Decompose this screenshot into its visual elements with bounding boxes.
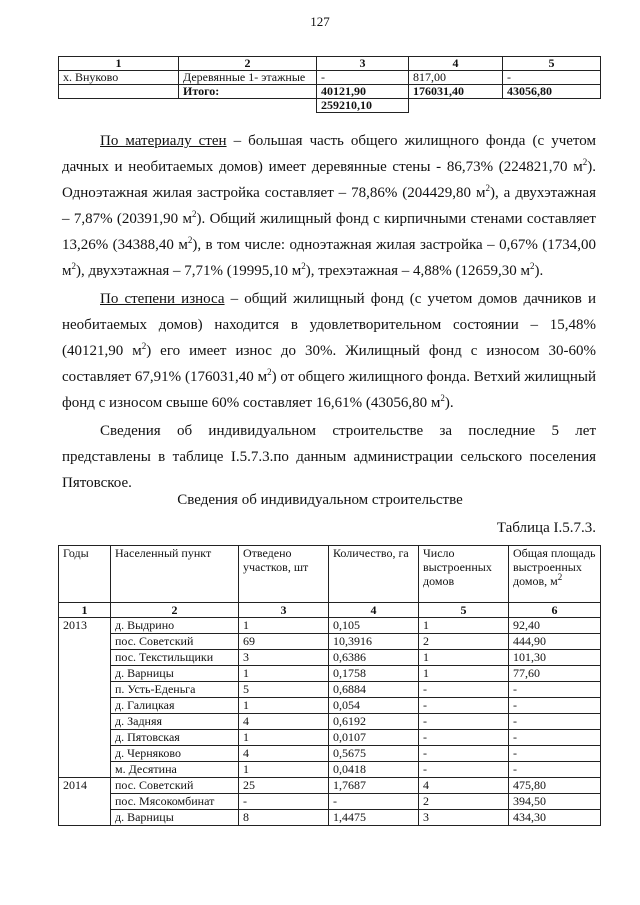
table-cell: д. Галицкая bbox=[111, 698, 239, 714]
table-row bbox=[59, 666, 601, 682]
table-cell: д. Черняково bbox=[111, 746, 239, 762]
table-cell: 817,00 bbox=[409, 71, 503, 85]
header-cell: 2 bbox=[179, 57, 317, 71]
table-cell: - bbox=[239, 794, 329, 810]
table-cell: 4 bbox=[239, 746, 329, 762]
table-cell: 3 bbox=[239, 650, 329, 666]
column-number: 6 bbox=[509, 603, 601, 618]
column-number: 1 bbox=[59, 603, 111, 618]
year-cell: 2014 bbox=[59, 778, 111, 826]
table-cell: 1,4475 bbox=[329, 810, 419, 826]
table-cell: 69 bbox=[239, 634, 329, 650]
table-cell: 394,50 bbox=[509, 794, 601, 810]
table-cell: - bbox=[419, 714, 509, 730]
table-row bbox=[59, 71, 601, 85]
table-cell: - bbox=[419, 730, 509, 746]
header-cell: Число выстроенных домов bbox=[419, 546, 509, 603]
individual-construction-table bbox=[58, 545, 601, 826]
table-title: Сведения об индивидуальном строительстве bbox=[177, 492, 463, 508]
table-row bbox=[59, 730, 601, 746]
table-cell: - bbox=[509, 698, 601, 714]
table-cell: 10,3916 bbox=[329, 634, 419, 650]
table-cell: 2 bbox=[419, 794, 509, 810]
table-cell: - bbox=[329, 794, 419, 810]
table-cell: 1 bbox=[239, 730, 329, 746]
table-cell: 8 bbox=[239, 810, 329, 826]
column-number: 5 bbox=[419, 603, 509, 618]
table-row bbox=[59, 682, 601, 698]
table-row bbox=[59, 794, 601, 810]
table-cell: д. Задняя bbox=[111, 714, 239, 730]
table-cell: 2 bbox=[419, 634, 509, 650]
table-cell: - bbox=[419, 746, 509, 762]
total-value: 43056,80 bbox=[503, 85, 601, 99]
table-header-row bbox=[59, 57, 601, 71]
table-number: Таблица I.5.7.3. bbox=[496, 520, 596, 536]
table-cell: 0,0107 bbox=[329, 730, 419, 746]
table-cell: 0,6884 bbox=[329, 682, 419, 698]
table-cell: - bbox=[509, 714, 601, 730]
header-cell: Отведено участков, шт bbox=[239, 546, 329, 603]
wall-material-paragraph: По материалу стен – большая часть общего жилищного фонда (с учетом дачных и необитаемых домов) имеет деревянные стены - 86,73% (224821,70 $м^2$). Одноэтажная жилая застройка составляет – 78,86% (204429,80 $м^2$), а двухэтажная – 7,87% (20391,90 $м^2$). Общий жилищный фонд с кирпичными стенами составляет 13,26% (34388,40 $м^2$), в том числе: одноэтажная жилая застройка – 0,67% (1734,00 $м^2$), двухэтажная – 7,71% (19995,10 $м^2$), трехэтажная – 4,88% (12659,30 $м^2$). bbox=[62, 133, 596, 279]
table-cell: - bbox=[317, 71, 409, 85]
table-cell: 0,5675 bbox=[329, 746, 419, 762]
table-cell: 0,6192 bbox=[329, 714, 419, 730]
table-cell: 0,0418 bbox=[329, 762, 419, 778]
table-cell: 1 bbox=[239, 698, 329, 714]
total-value: 176031,40 bbox=[409, 85, 503, 99]
table-cell: п. Усть-Еденьга bbox=[111, 682, 239, 698]
table-cell: 92,40 bbox=[509, 618, 601, 634]
header-cell: Количество, га bbox=[329, 546, 419, 603]
page-number: 127 bbox=[310, 14, 330, 29]
column-number: 4 bbox=[329, 603, 419, 618]
table-cell: пос. Мясокомбинат bbox=[111, 794, 239, 810]
table-cell: - bbox=[419, 682, 509, 698]
table-row bbox=[59, 650, 601, 666]
table-row bbox=[59, 698, 601, 714]
header-cell: Общая площадь выстроенных домов, $м^2$ bbox=[509, 546, 601, 603]
table-cell: - bbox=[419, 698, 509, 714]
table-cell: 1 bbox=[239, 618, 329, 634]
table-cell: 4 bbox=[239, 714, 329, 730]
table-cell: 1 bbox=[419, 618, 509, 634]
table-cell: 3 bbox=[419, 810, 509, 826]
wear-degree-heading: По степени износа bbox=[100, 291, 225, 307]
header-cell: 1 bbox=[59, 57, 179, 71]
table-cell: х. Внуково bbox=[59, 71, 179, 85]
table-row bbox=[59, 810, 601, 826]
table-cell bbox=[59, 85, 179, 99]
table-body bbox=[59, 618, 601, 826]
table-cell: - bbox=[503, 71, 601, 85]
table-cell bbox=[59, 99, 179, 113]
table-row bbox=[59, 634, 601, 650]
table-cell: - bbox=[509, 762, 601, 778]
table-cell: д. Выдрино bbox=[111, 618, 239, 634]
header-cell: Населенный пункт bbox=[111, 546, 239, 603]
table-cell: - bbox=[509, 746, 601, 762]
table-cell: д. Варницы bbox=[111, 810, 239, 826]
housing-summary-table bbox=[58, 56, 601, 113]
table-row bbox=[59, 762, 601, 778]
table-row bbox=[59, 714, 601, 730]
grand-total-value: 259210,10 bbox=[317, 99, 409, 113]
table-cell: Деревянные 1- этажные bbox=[179, 71, 317, 85]
grand-total-row bbox=[59, 99, 601, 113]
table-cell: 77,60 bbox=[509, 666, 601, 682]
table-cell: 0,105 bbox=[329, 618, 419, 634]
table-cell bbox=[409, 99, 503, 113]
table-cell: пос. Советский bbox=[111, 778, 239, 794]
table-cell: 4 bbox=[419, 778, 509, 794]
table-header-row bbox=[59, 546, 601, 603]
table-row bbox=[59, 778, 601, 794]
table-cell: - bbox=[419, 762, 509, 778]
table-cell: м. Десятина bbox=[111, 762, 239, 778]
table-cell: 0,1758 bbox=[329, 666, 419, 682]
table-cell: 1,7687 bbox=[329, 778, 419, 794]
header-cell: 3 bbox=[317, 57, 409, 71]
total-row bbox=[59, 85, 601, 99]
table-cell: 1 bbox=[419, 666, 509, 682]
header-cell: Годы bbox=[59, 546, 111, 603]
table-cell: 444,90 bbox=[509, 634, 601, 650]
table-cell bbox=[179, 99, 317, 113]
table-row bbox=[59, 618, 601, 634]
wall-material-heading: По материалу стен bbox=[100, 133, 227, 149]
individual-construction-paragraph: Сведения об индивидуальном строительстве за последние 5 лет представлены в таблице I.5.7.3.по данным администрации сельского поселения Пятовское. bbox=[62, 423, 596, 491]
table-cell: 1 bbox=[239, 666, 329, 682]
table-cell: - bbox=[509, 682, 601, 698]
wear-degree-paragraph: По степени износа – общий жилищный фонд (с учетом домов дачников и необитаемых домов) находится в удовлетворительном состоянии – 15,48% (40121,90 $м^2$) его имеет износ до 30%. Жилищный фонд с износом 30-60% составляет 67,91% (176031,40 $м^2$) от общего жилищного фонда. Ветхий жилищный фонд с износом свыше 60% составляет 16,61% (43056,80 $м^2$). bbox=[62, 291, 597, 411]
table-cell: 0,054 bbox=[329, 698, 419, 714]
table-cell: д. Пятовская bbox=[111, 730, 239, 746]
table-cell: 475,80 bbox=[509, 778, 601, 794]
total-value: 40121,90 bbox=[317, 85, 409, 99]
column-number-row bbox=[59, 603, 601, 618]
table-cell bbox=[503, 99, 601, 113]
table-cell: 5 bbox=[239, 682, 329, 698]
total-label: Итого: bbox=[179, 85, 317, 99]
year-cell: 2013 bbox=[59, 618, 111, 778]
table-cell: - bbox=[509, 730, 601, 746]
table-cell: пос. Текстильщики bbox=[111, 650, 239, 666]
table-cell: д. Варницы bbox=[111, 666, 239, 682]
table-cell: 1 bbox=[419, 650, 509, 666]
table-cell: 434,30 bbox=[509, 810, 601, 826]
header-cell: 5 bbox=[503, 57, 601, 71]
column-number: 3 bbox=[239, 603, 329, 618]
table-cell: 0,6386 bbox=[329, 650, 419, 666]
table-cell: 101,30 bbox=[509, 650, 601, 666]
table-cell: пос. Советский bbox=[111, 634, 239, 650]
table-cell: 1 bbox=[239, 762, 329, 778]
table-cell: 25 bbox=[239, 778, 329, 794]
column-number: 2 bbox=[111, 603, 239, 618]
table-row bbox=[59, 746, 601, 762]
header-cell: 4 bbox=[409, 57, 503, 71]
